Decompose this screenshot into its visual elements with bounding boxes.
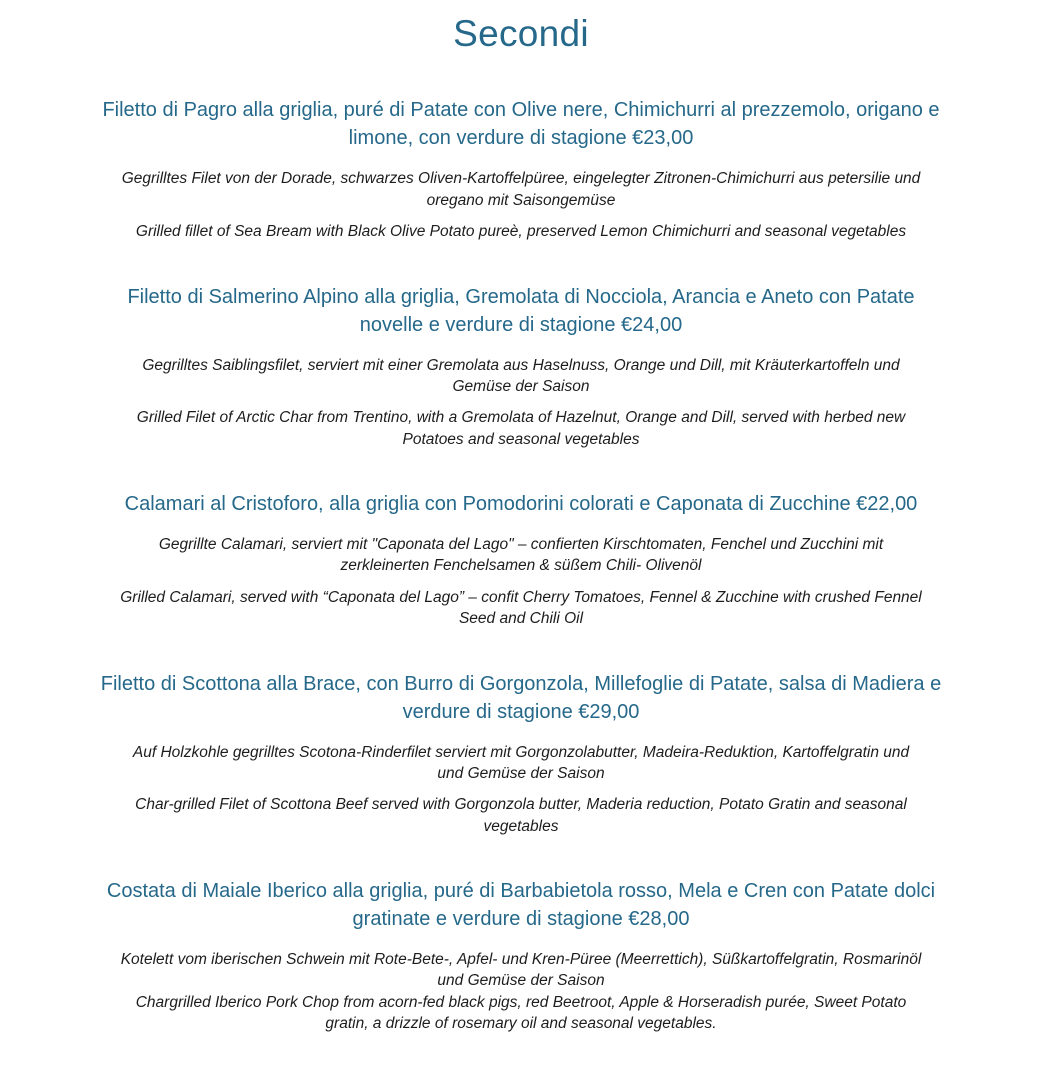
dish-desc-english: Chargrilled Iberico Pork Chop from acorn-fed black pigs, red Beetroot, Apple & Horseradish purée, Sweet Potato gratin, a drizzle of rosemary oil and seasonal vegetables. — [135, 993, 907, 1033]
dish-desc-german: Kotelett vom iberischen Schwein mit Rote-Bete-, Apfel- und Kren-Püree (Meerrettich), Süßkartoffelgratin, Rosmarinöl und Gemüse der Saison — [120, 951, 922, 990]
dish-section-calamari — [0, 490, 1042, 630]
dish-title: Filetto di Scottona alla Brace, con Burro di Gorgonzola, Millefoglie di Patate, salsa di Madiera e verdure di stagione €29,00 — [100, 672, 942, 723]
dish-desc-english: Char-grilled Filet of Scottona Beef served with Gorgonzola butter, Maderia reduction, Potato Gratin and seasonal vegetables — [135, 796, 907, 835]
dish-section-pagro — [0, 96, 1042, 242]
dish-section-maiale-iberico — [0, 877, 1042, 1035]
dish-desc-english: Grilled Calamari, served with “Caponata del Lago” – confit Cherry Tomatoes, Fennel & Zucchine with crushed Fennel Seed and Chili Oil — [120, 588, 922, 628]
dish-desc-english: Grilled fillet of Sea Bream with Black Olive Potato pureè, preserved Lemon Chimichurri and seasonal vegetables — [135, 223, 907, 241]
dish-desc-german: Auf Holzkohle gegrilltes Scotona-Rinderfilet serviert mit Gorgonzolabutter, Madeira-Reduktion, Kartoffelgratin und und Gemüse der Saison — [132, 743, 910, 782]
dish-desc-german: Gegrilltes Saiblingsfilet, serviert mit einer Gremolata aus Haselnuss, Orange und Dill, mit Kräuterkartoffeln und Gemüse der Saison — [142, 356, 900, 395]
page-title: Secondi — [453, 13, 589, 54]
dish-title: Calamari al Cristoforo, alla griglia con Pomodorini colorati e Caponata di Zucchine €22,00 — [124, 493, 918, 516]
dish-desc-german: Gegrillte Calamari, serviert mit "Caponata del Lago" – confierten Kirschtomaten, Fenchel und Zucchini mit zerkleinerten Fenchelsamen & süßem Chili- Olivenöl — [158, 536, 884, 575]
dish-title: Costata di Maiale Iberico alla griglia, puré di Barbabietola rosso, Mela e Cren con Patate dolci gratinate e verdure di stagione €28,00 — [106, 880, 936, 931]
dish-section-scottona — [0, 670, 1042, 838]
dish-desc-german: Gegrilltes Filet von der Dorade, schwarzes Oliven-Kartoffelpüree, eingelegter Zitronen-Chimichurri aus petersilie und oregano mit Saisongemüse — [121, 170, 921, 209]
dish-title: Filetto di Salmerino Alpino alla griglia, Gremolata di Nocciola, Arancia e Aneto con Patate novelle e verdure di stagione €24,00 — [127, 285, 915, 336]
dish-title: Filetto di Pagro alla griglia, puré di Patate con Olive nere, Chimichurri al prezzemolo, origano e limone, con verdure di stagione €23,00 — [102, 99, 940, 150]
dish-desc-english: Grilled Filet of Arctic Char from Trentino, with a Gremolata of Hazelnut, Orange and Dill, served with herbed new Potatoes and seasonal vegetables — [136, 409, 906, 448]
dish-section-salmerino — [0, 283, 1042, 451]
